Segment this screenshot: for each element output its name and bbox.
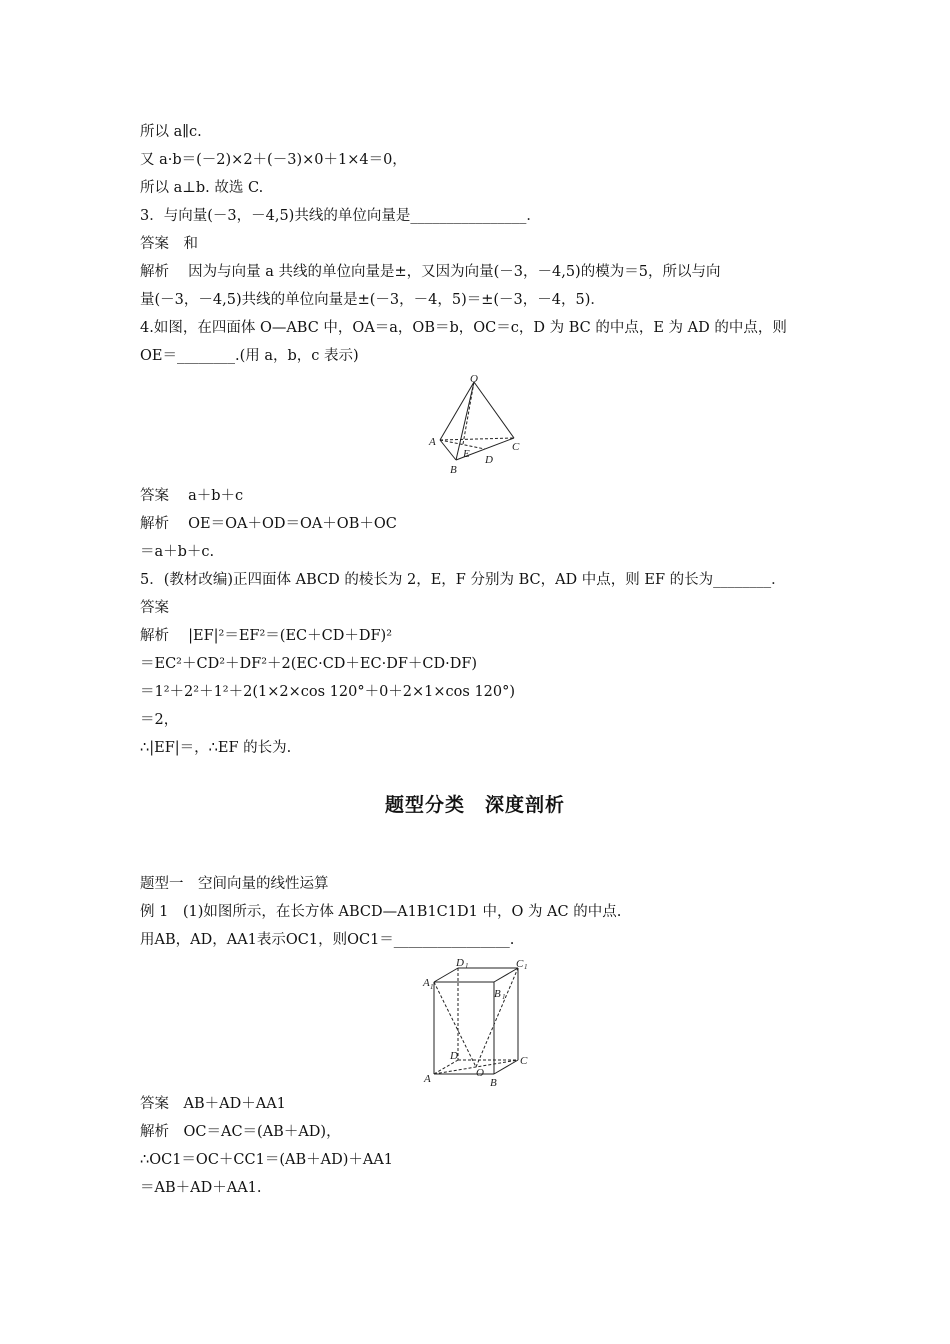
answer-example-1: 答案 AB＋AD＋AA1 xyxy=(140,1096,286,1112)
label-a1-sub: 1 xyxy=(430,983,434,991)
label-a1: A xyxy=(423,977,430,989)
analysis-text: 解析 因为与向量 a 共线的单位向量是±，又因为向量(－3，－4,5)的模为＝5，所以与向 xyxy=(140,264,721,280)
cuboid-figure xyxy=(420,954,532,1090)
analysis-4: 解析 OE＝OA＋OD＝OA＋OB＋OC xyxy=(140,516,397,532)
label-b: B xyxy=(450,464,457,476)
question-4-cont: OE＝________.(用 a，b，c 表示) xyxy=(140,348,359,364)
label-d: D xyxy=(450,1050,458,1062)
label-c1-sub: 1 xyxy=(524,963,528,971)
analysis-example-1-result: ＝AB＋AD＋AA1. xyxy=(140,1180,262,1196)
example-1: 例 1 (1)如图所示，在长方体 ABCD—A1B1C1D1 中，O 为 AC 的中点. xyxy=(140,904,622,920)
label-d: D xyxy=(485,454,493,466)
answer-label: 答案 和 xyxy=(140,236,198,252)
label-o: O xyxy=(476,1067,484,1079)
text-line: 所以 a⊥b. 故选 C. xyxy=(140,180,264,196)
label-d1: D xyxy=(456,957,464,969)
question-4: 4.如图，在四面体 O—ABC 中，OA＝a，OB＝b，OC＝c，D 为 BC 的中点，E 为 AD 的中点，则 xyxy=(140,320,787,336)
analysis-4-cont: ＝a＋b＋c. xyxy=(140,544,215,560)
analysis-5-step: ＝1²＋2²＋1²＋2(1×2×cos 120°＋0＋2×1×cos 120°) xyxy=(140,684,516,700)
answer-4: 答案 a＋b＋c xyxy=(140,488,244,504)
text-line: 所以 a∥c. xyxy=(140,124,202,140)
label-a: A xyxy=(424,1073,431,1085)
analysis-5: 解析 |EF|²＝EF²＝(EC＋CD＋DF)² xyxy=(140,628,393,644)
label-o: O xyxy=(470,373,478,385)
answer-5: 答案 xyxy=(140,600,169,616)
label-a: A xyxy=(429,436,436,448)
section-title: 题型分类 深度剖析 xyxy=(384,794,565,816)
label-b1-sub: 1 xyxy=(502,993,506,1001)
topic-heading: 题型一 空间向量的线性运算 xyxy=(140,876,329,892)
analysis-5-step: ＝2， xyxy=(140,712,179,728)
analysis-example-1: 解析 OC＝AC＝(AB＋AD)， xyxy=(140,1124,341,1140)
analysis-5-conclusion: ∴|EF|＝，∴EF 的长为. xyxy=(140,740,292,756)
label-b1: B xyxy=(494,988,501,1000)
analysis-text: 量(－3，－4,5)共线的单位向量是±(－3，－4，5)＝±(－3，－4，5)． xyxy=(140,292,605,308)
text-line: 又 a·b＝(－2)×2＋(－3)×0＋1×4＝0， xyxy=(140,152,407,168)
label-c1: C xyxy=(516,958,524,970)
question-3: 3．与向量(－3，－4,5)共线的单位向量是________________． xyxy=(140,208,541,224)
label-e: E xyxy=(463,448,470,460)
question-5: 5．(教材改编)正四面体 ABCD 的棱长为 2，E，F 分别为 BC，AD 中点，则 EF 的长为________． xyxy=(140,572,786,588)
analysis-5-step: ＝EC²＋CD²＋DF²＋2(EC·CD＋EC·DF＋CD·DF) xyxy=(140,656,478,672)
tetrahedron-figure xyxy=(420,372,530,480)
label-c: C xyxy=(520,1055,528,1067)
example-1-cont: 用AB，AD，AA1表示OC1，则OC1＝________________. xyxy=(140,932,515,948)
label-b: B xyxy=(490,1077,497,1089)
label-c: C xyxy=(512,441,520,453)
label-d1-sub: 1 xyxy=(465,962,469,970)
analysis-example-1-step: ∴OC1＝OC＋CC1＝(AB＋AD)＋AA1 xyxy=(140,1152,394,1168)
